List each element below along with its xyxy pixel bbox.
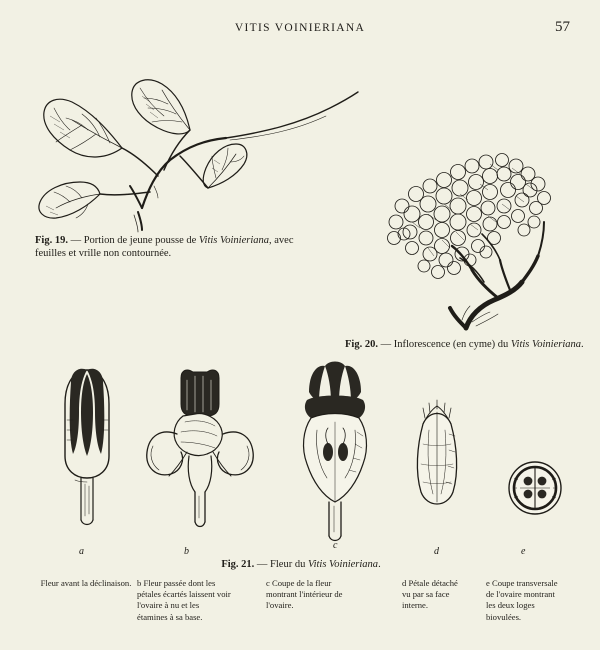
figure-20-caption: Fig. 20. — Inflorescence (en cyme) du Vitis Voinieriana. [345, 339, 584, 350]
figure-19-illustration [30, 60, 360, 235]
figure-21-part-letter-e: e [521, 546, 526, 557]
figure-21-illustration [25, 360, 575, 555]
figure-21-caption: Fig. 21. — Fleur du Vitis Voinieriana. [221, 559, 381, 570]
figure-20-illustration [338, 130, 588, 340]
figure-21-part-letter-a: a [79, 546, 84, 557]
page-number: 57 [555, 19, 570, 35]
figure-21-part-a-text: Fleur avant la déclinaison. [40, 578, 132, 588]
figure-21-part-d-text: d Pétale détaché vu par sa face interne. [402, 578, 458, 611]
figure-21-part-e-text: e Coupe transversale de l'ovaire montrant les deux loges biovulées. [486, 578, 558, 622]
figure-19-caption: Fig. 19. — Portion de jeune pousse de Vitis Voinieriana, avec feuilles et vrille non contournée. [35, 235, 294, 260]
figure-21-part-letter-c: c [333, 540, 338, 551]
figure-21-part-letter-d: d [434, 546, 439, 557]
running-head: VITIS VOINIERIANA [234, 22, 366, 34]
figure-21-part-b-text: b Fleur passée dont les pétales écartés laissent voir l'ovaire à nu et les étamines à sa base. [137, 578, 231, 622]
figure-21-part-c-text: c Coupe de la fleur montrant l'intérieur de l'ovaire. [266, 578, 343, 611]
figure-21-part-letter-b: b [184, 546, 189, 557]
